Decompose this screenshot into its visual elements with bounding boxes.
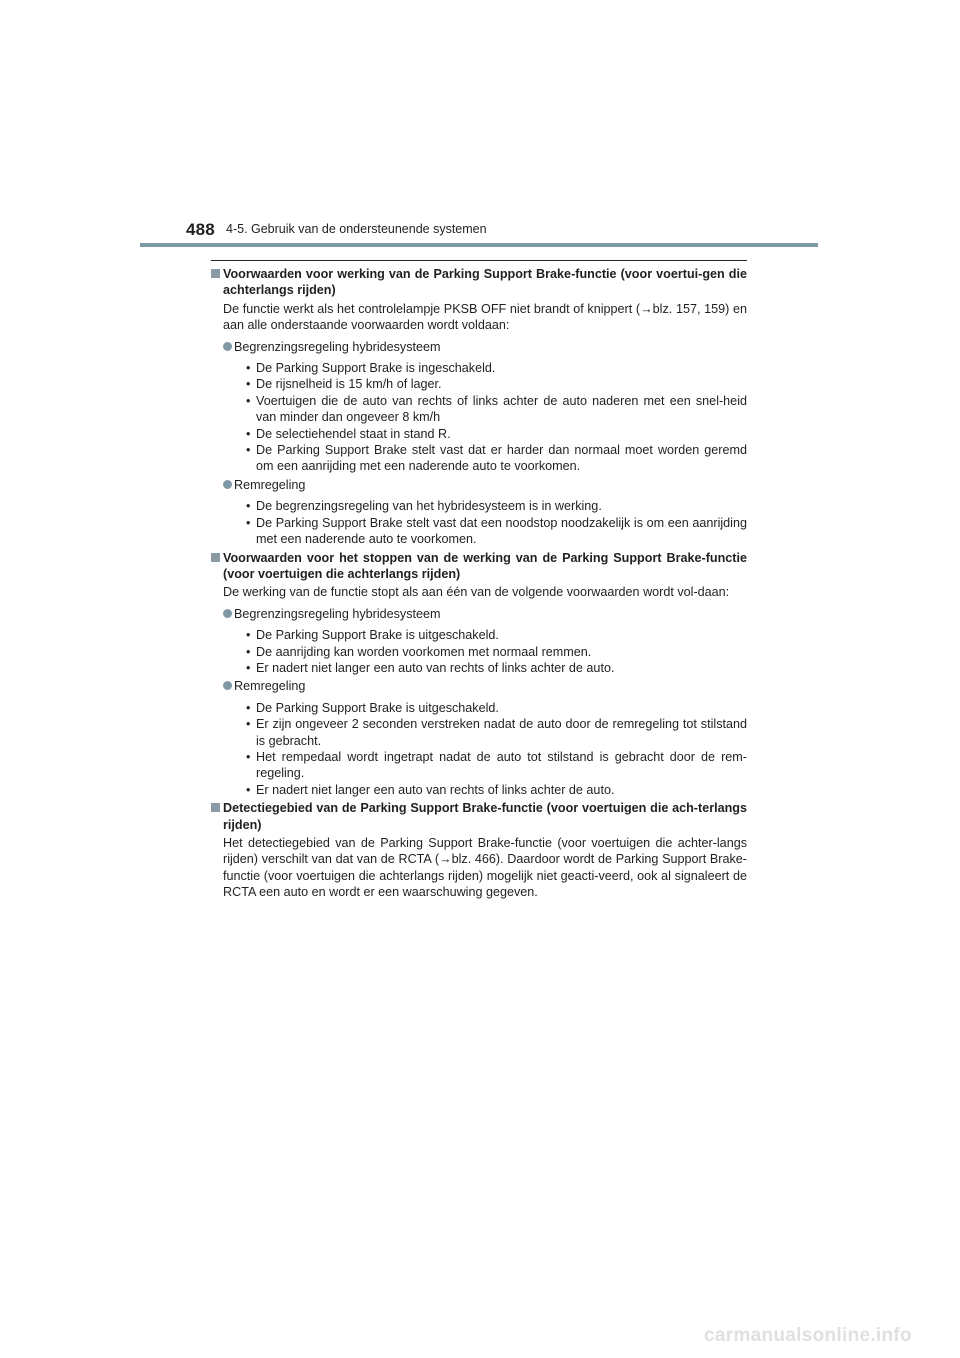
circle-bullet-icon [223,681,232,690]
list-item: • De Parking Support Brake stelt vast dat er harder dan normaal moet worden geremd om een aanrijding met een naderende auto te voorkomen. [256,442,747,475]
section-operating-conditions [211,266,747,548]
list-item: • Het rempedaal wordt ingetrapt nadat de auto tot stilstand is gebracht door de rem-regeling. [256,749,747,782]
bullet-list [211,627,747,676]
header-rule [140,243,818,247]
section-heading [211,800,747,833]
section-intro: De werking van de functie stopt als aan één van de volgende voorwaarden wordt vol-daan: [223,585,730,600]
list-item: • De Parking Support Brake is uitgeschakeld. [256,627,747,643]
page-number: 488 [186,220,215,239]
section-heading [211,550,747,583]
content-top-rule [211,260,747,261]
section-title: 4-5. Gebruik van de ondersteunende systemen [226,222,487,236]
list-item: • De rijsnelheid is 15 km/h of lager. [256,376,747,392]
circle-bullet-icon [223,342,232,351]
bullet-list [211,700,747,798]
section-heading-text: Voorwaarden voor het stoppen van de werking van de Parking Support Brake-functie (voor voertuigen die achterlangs rijden) [223,550,747,581]
list-item: • Er zijn ongeveer 2 seconden verstreken nadat de auto door de remregeling tot stilstand is gebracht. [256,716,747,749]
subgroup-title [211,678,747,694]
square-bullet-icon [211,553,220,562]
subgroup-title [211,339,747,355]
subgroup-title [211,606,747,622]
section-intro: De functie werkt als het controlelampje PKSB OFF niet brandt of knippert (→blz. 157, 159) en aan alle onderstaande voorwaarden wordt voldaan: [223,301,747,333]
subgroup-title-text: Begrenzingsregeling hybridesysteem [234,606,441,621]
circle-bullet-icon [223,480,232,489]
list-item: • Er nadert niet langer een auto van rechts of links achter de auto. [256,782,747,798]
subgroup-title-text: Remregeling [234,477,306,492]
watermark: carmanualsonline.info [704,1325,912,1346]
subgroup-title [211,477,747,493]
section-heading [211,266,747,299]
subgroup-title-text: Begrenzingsregeling hybridesysteem [234,339,441,354]
content-body [211,266,747,906]
list-item: • De Parking Support Brake is ingeschakeld. [256,360,747,376]
list-item: • Er nadert niet langer een auto van rechts of links achter de auto. [256,660,747,676]
list-item: • De aanrijding kan worden voorkomen met normaal remmen. [256,644,747,660]
list-item: • De begrenzingsregeling van het hybridesysteem is in werking. [256,498,747,514]
subgroup-title-text: Remregeling [234,679,306,694]
list-item: • Voertuigen die de auto van rechts of links achter de auto naderen met een snel-heid van minder dan ongeveer 8 km/h [256,393,747,426]
section-heading-text: Voorwaarden voor werking van de Parking Support Brake-functie (voor voertui-gen die achterlangs rijden) [223,267,747,298]
list-item: • De selectiehendel staat in stand R. [256,426,747,442]
bullet-list [211,498,747,547]
square-bullet-icon [211,803,220,812]
list-item: • De Parking Support Brake is uitgeschakeld. [256,700,747,716]
square-bullet-icon [211,269,220,278]
list-item: • De Parking Support Brake stelt vast dat een noodstop noodzakelijk is om een aanrijding met een naderende auto te voorkomen. [256,515,747,548]
bullet-list [211,360,747,475]
section-detection-area [211,800,747,900]
section-intro: Het detectiegebied van de Parking Support Brake-functie (voor voertuigen die achter-langs rijden) verschilt van dat van de RCTA (→blz. 466). Daardoor wordt de Parking Support Brake-functie (voor voertuigen die achterlangs rijden) mogelijk niet geacti-veerd, ook al signaleert de RCTA een auto en wordt er een waarschuwing gegeven. [223,836,747,900]
section-stop-conditions [211,550,747,799]
circle-bullet-icon [223,609,232,618]
section-heading-text: Detectiegebied van de Parking Support Brake-functie (voor voertuigen die ach-terlangs rijden) [223,801,747,832]
